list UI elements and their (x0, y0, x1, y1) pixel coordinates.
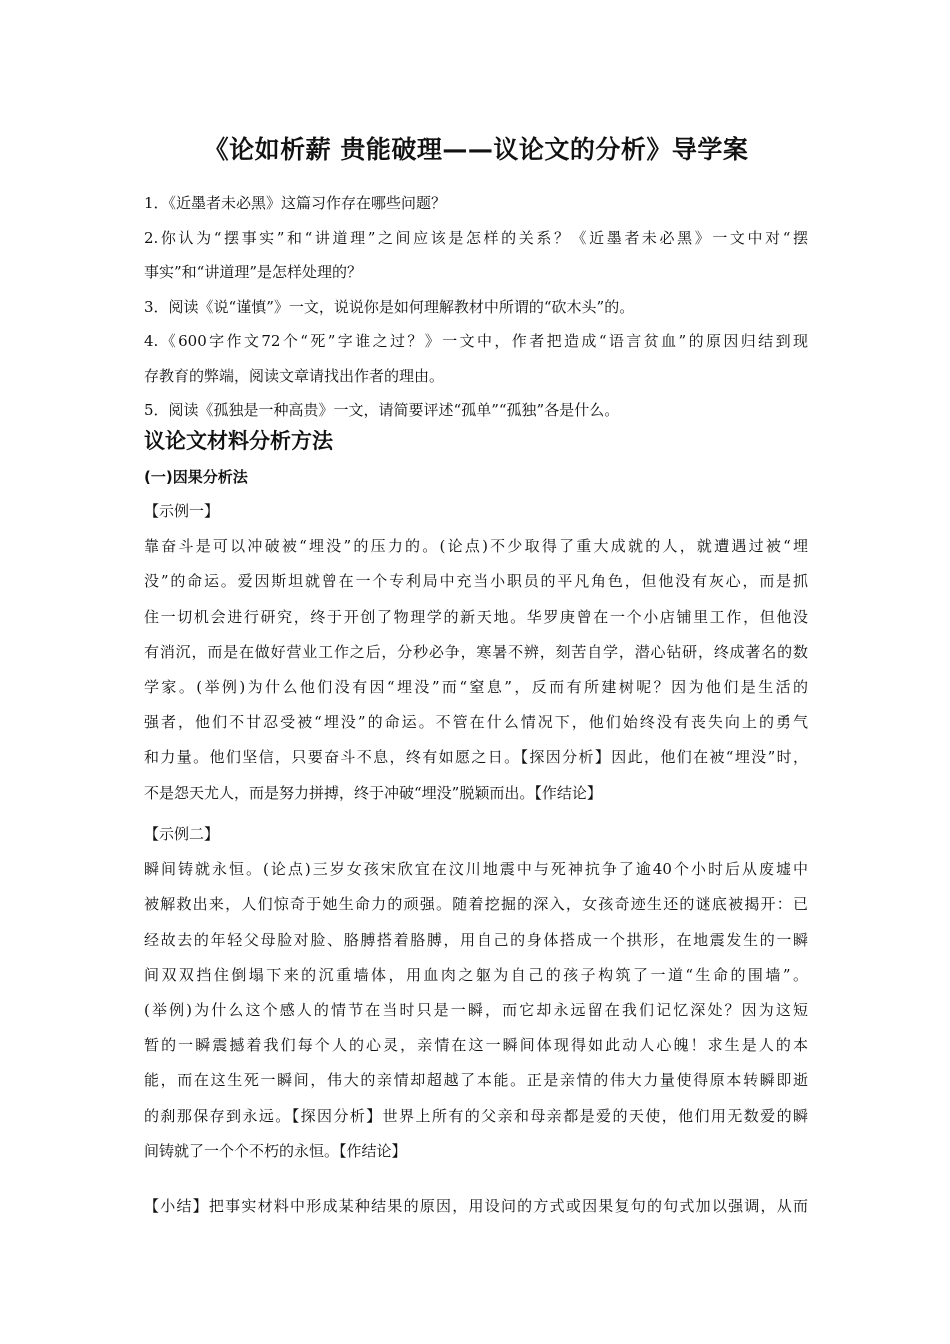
question-5: 5．阅读《孤独是一种高贵》一文，请简要评述“孤单”“孤独”各是什么。 (144, 401, 620, 419)
example-1-label: 【示例一】 (144, 502, 220, 520)
example-1 (144, 494, 808, 811)
example-1-line: 和力量。他们坚信，只要奋斗不息，终有如愿之日。【探因分析】因此，他们在被“埋没”时， (144, 748, 808, 767)
example-1-line: 住一切机会进行研究，终于开创了物理学的新天地。华罗庚曾在一个小店铺里工作，但他没 (144, 607, 808, 626)
question-2-line-2: 事实”和“讲道理”是怎样处理的？ (144, 263, 363, 281)
example-2-line: 能，而在这生死一瞬间，伟大的亲情却超越了本能。正是亲情的伟大力量使得原本转瞬即逝 (144, 1071, 808, 1090)
page-title: 《论如析薪 贵能破理——议论文的分析》导学案 (203, 135, 749, 164)
example-2-line: 间铸就了一个个不朽的永恒。【作结论】 (144, 1141, 407, 1160)
example-1-line: 靠奋斗是可以冲破被“埋没”的压力的。(论点)不少取得了重大成就的人，就遭遇过被“埋 (144, 537, 808, 556)
example-2-line: 被解救出来，人们惊奇于她生命力的顽强。随着挖掘的深入，女孩奇迹生还的谜底被揭开：已 (144, 895, 808, 914)
example-1-line: 学家。(举例)为什么他们没有因“埋没”而“窒息”，反而有所建树呢？因为他们是生活的 (144, 678, 808, 697)
example-2-label: 【示例二】 (144, 825, 220, 843)
example-2-line: 间双双挡住倒塌下来的沉重墙体，用血肉之躯为自己的孩子构筑了一道“生命的围墙”。 (144, 965, 808, 984)
example-1-line: 有消沉，而是在做好营业工作之后，分秒必争，寒暑不辨，刻苦自学，潜心钻研，终成著名的数 (144, 642, 808, 661)
question-3: 3．阅读《说“谨慎”》一文，说说你是如何理解教材中所谓的“砍木头”的。 (144, 297, 635, 316)
example-2-line: 的刹那保存到永远。【探因分析】世界上所有的父亲和母亲都是爱的天使，他们用无数爱的瞬 (144, 1106, 808, 1125)
example-2-line: 瞬间铸就永恒。(论点)三岁女孩宋欣宜在汶川地震中与死神抗争了逾40个小时后从废墟中 (144, 860, 808, 879)
example-2-line: 暂的一瞬震撼着我们每个人的心灵，亲情在这一瞬间体现得如此动人心魄！求生是人的本 (144, 1036, 808, 1055)
question-4-line-2: 存教育的弊端，阅读文章请找出作者的理由。 (144, 366, 445, 385)
question-4-line-1: 4.《600字作文72个“死”字谁之过？》一文中，作者把造成“语言贫血”的原因归结到现 (144, 332, 808, 350)
question-2-line-1: 2.你认为“摆事实”和“讲道理”之间应该是怎样的关系？《近墨者未必黑》一文中对“摆 (144, 228, 808, 247)
example-1-line: 不是怨天尤人，而是努力拼搏，终于冲破“埋没”脱颖而出。【作结论】 (144, 783, 602, 802)
summary-line: 【小结】把事实材料中形成某种结果的原因，用设问的方式或因果复句的句式加以强调，从而 (144, 1197, 808, 1215)
section-heading: 议论文材料分析方法 (144, 429, 333, 453)
example-1-line: 没”的命运。爱因斯坦就曾在一个专利局中充当小职员的平凡角色，但他没有灰心，而是抓 (144, 572, 808, 591)
example-1-line: 强者，他们不甘忍受被“埋没”的命运。不管在什么情况下，他们始终没有丧失向上的勇气 (144, 713, 808, 732)
question-list (144, 186, 808, 428)
example-2 (144, 817, 808, 1169)
example-2-line: 经故去的年轻父母脸对脸、胳膊搭着胳膊，用自己的身体搭成一个拱形，在地震发生的一瞬 (144, 930, 808, 949)
example-2-line: (举例)为什么这个感人的情节在当时只是一瞬，而它却永远留在我们记忆深处？因为这短 (144, 1001, 808, 1020)
question-1: 1．《近墨者未必黑》这篇习作存在哪些问题？ (144, 194, 447, 212)
subsection-heading: (一)因果分析法 (144, 468, 248, 486)
summary (144, 1189, 808, 1224)
